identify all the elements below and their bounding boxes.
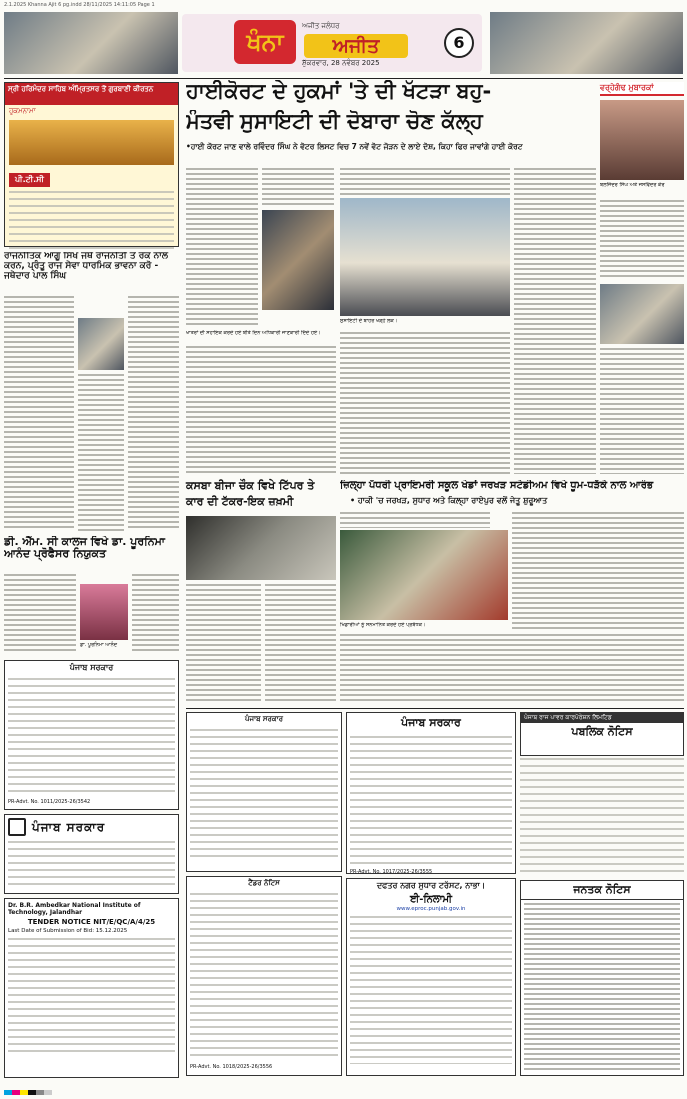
right-top-label-bar xyxy=(600,82,684,96)
paper-name: ਅਜੀਤ xyxy=(332,35,380,57)
tender-last-date: Last Date of Submission of Bid: 15.12.2025 xyxy=(8,928,128,934)
left-story2-photo-caption: ਡਾ. ਪੂਰਨਿਮਾ ਆਨੰਦ xyxy=(80,642,118,648)
left-top-ad xyxy=(4,82,179,247)
lead-photo-1-caption: ਖਾਤਰਾਂ ਦੀ ਸਹਾਇਕ ਕਰਦੇ ਹੋਏ ਬੀਤੇ ਦਿਨ ਅਧਿਕਾਰੀ ਜਾਣਕਾਰੀ ਦਿੰਦੇ ਹੋਏ। xyxy=(186,330,321,336)
accident-headline-line1: ਕਸਬਾ ਬੀਜਾ ਚੌਕ ਵਿਖੇ ਟਿੱਪਰ ਤੇ xyxy=(186,479,315,492)
center-ad-1 xyxy=(186,712,342,872)
sports-body-right xyxy=(512,512,684,632)
ad-heading: ਟੈਂਡਰ ਨੋਟਿਸ xyxy=(248,879,280,887)
lead-headline-line2: ਮੰਤਵੀ ਸੁਸਾਇਟੀ ਦੀ ਦੋਬਾਰਾ ਚੋਣ ਕੱਲ੍ਹ xyxy=(186,110,483,133)
right-photo-2 xyxy=(600,284,684,344)
lead-subhead: •ਹਾਈ ਕੋਰਟ ਜਾਣ ਵਾਲੇ ਰਵਿੰਦਰ ਸਿੰਘ ਨੇ ਵੋਟਰ ਲਿਸਟ ਵਿਚ 7 ਨਵੇਂ ਵੋਟ ਜੋੜਨ ਦੇ ਲਾਏ ਦੋਸ਼, ਕਿਹਾ ਫਿਰ ਜਾਵਾਂਗੇ ਹਾਈ ਕੋਰਟ xyxy=(186,142,523,151)
city-name: ਖੰਨਾ xyxy=(246,28,284,56)
left-story2-photo xyxy=(80,584,128,640)
paper-tag: ਅਜੀਤ ਜਲੰਧਰ xyxy=(302,22,340,30)
lead-headline-line1: ਹਾਈਕੋਰਟ ਦੇ ਹੁਕਮਾਂ 'ਤੇ ਦੀ ਖੱਟੜਾ ਬਹੁ- xyxy=(186,80,492,103)
left-story-photo xyxy=(78,318,124,370)
govt-logo-icon xyxy=(8,818,26,836)
ad-heading: ਪੰਜਾਬ ਸਰਕਾਰ xyxy=(244,715,283,723)
masthead-left-photo xyxy=(4,12,178,74)
lead-body-col2 xyxy=(262,168,334,208)
left-story2-headline: ਡੀ. ਐੱਮ. ਸੀ ਕਾਲਜ ਵਿਖੇ ਡਾ. ਪੂਰਨਿਮਾ ਆਨੰਦ ਪ੍ਰੋਫੈਸਰ ਨਿਯੁਕਤ xyxy=(4,536,165,561)
ad-body xyxy=(190,893,338,1061)
lead-photo-1 xyxy=(262,210,334,310)
sports-subhead: • ਹਾਕੀ 'ਚ ਜਰਖੜ, ਸੁਧਾਰ ਅਤੇ ਕਿਲ੍ਹਾ ਰਾਏਪੁਰ ਵਲੋਂ ਜੇਤੂ ਸ਼ੁਰੂਆਤ xyxy=(350,496,548,505)
city-badge xyxy=(234,20,296,64)
left-story2-body-2 xyxy=(132,574,179,654)
ad-heading: ਪੰਜਾਬ ਸਰਕਾਰ xyxy=(69,663,114,672)
lead-body-col1 xyxy=(186,168,258,328)
ad-label: ਹੁਕਮਨਾਮਾ xyxy=(9,107,36,115)
tender-heading: TENDER NOTICE NIT/E/QC/A/4/25 xyxy=(27,918,156,926)
left-story-body xyxy=(4,296,74,531)
left-story-headline: ਰਾਜਨੀਤਿਕ ਆਗੂ ਸਿੱਖ ਜਥੇ ਰਾਜਨੀਤੀ ਤੋਂ ਰੋਕ ਨਾਲ ਕਰਨ, ਪ੍ਰੰਤੂ ਰਾਜ ਸੇਵਾ ਧਾਰਮਿਕ ਭਾਵਨਾ ਕਰੋ - ਜਥੇਦਾਰ ਪਾਲ ਸਿੰਘ xyxy=(4,252,168,281)
masthead-right-photo xyxy=(490,12,683,74)
lead-photo-2-caption: ਸੁਸਾਇਟੀ ਦੇ ਬਾਹਰ ਖੜ੍ਹੇ ਲੋਕ। xyxy=(340,318,398,324)
channel-badge: ਪੀ.ਟੀ.ਸੀ xyxy=(9,173,50,187)
divider xyxy=(4,78,683,79)
ad-heading: ਪੰਜਾਬ ਸਰਕਾਰ xyxy=(32,819,106,834)
nagar-sudhar-heading: ਦਫਤਰ ਨਗਰ ਸੁਧਾਰ ਟਰੱਸਟ, ਨਾਭਾ। xyxy=(376,881,486,890)
right-body-2 xyxy=(600,348,684,474)
masthead-banner xyxy=(182,14,482,72)
lead-body-col4 xyxy=(514,168,596,474)
lead-body-col1b xyxy=(186,346,336,474)
general-notice-body xyxy=(524,903,680,1071)
general-notice-ad xyxy=(520,880,684,1076)
sports-photo xyxy=(340,530,508,620)
left-story-body-2 xyxy=(128,296,179,531)
left-punjab-ad-1 xyxy=(4,660,179,810)
anniversary-photo xyxy=(600,100,684,180)
divider xyxy=(186,708,684,709)
ad-body xyxy=(350,736,512,866)
lead-photo-2 xyxy=(340,198,510,316)
ad-reference: PR-Advt. No. 1011/2025-26/3542 xyxy=(8,799,91,805)
accident-body-col1 xyxy=(186,584,261,704)
anniversary-label: ਵਰ੍ਹੇਗੰਢ ਮੁਬਾਰਕਾਂ xyxy=(600,83,654,92)
sports-photo-caption: ਖਿਡਾਰੀਆਂ ਨੂੰ ਸਨਮਾਨਿਤ ਕਰਦੇ ਹੋਏ ਪ੍ਰਬੰਧਕ। xyxy=(340,622,426,628)
portal-link[interactable]: www.eproc.punjab.gov.in xyxy=(396,906,466,912)
ad-title: ਸ੍ਰੀ ਹਰਿਮੰਦਰ ਸਾਹਿਬ ਅੰਮ੍ਰਿਤਸਰ ਤੋਂ ਗੁਰਬਾਣੀ ਕੀਰਤਨ xyxy=(5,83,178,105)
issue-date: ਸ਼ੁੱਕਰਵਾਰ, 28 ਨਵੰਬਰ 2025 xyxy=(302,59,380,67)
ad-body xyxy=(8,678,175,796)
ad-body xyxy=(190,729,338,859)
sports-body-bottom xyxy=(340,634,684,704)
e-auction-body xyxy=(350,916,512,1064)
accident-headline-line2: ਕਾਰ ਦੀ ਟੱਕਰ-ਇਕ ਜ਼ਖ਼ਮੀ xyxy=(186,495,294,508)
sports-body-intro xyxy=(340,512,490,528)
left-tender-ad xyxy=(4,898,179,1078)
left-story2-body xyxy=(4,574,76,654)
lead-body-col3 xyxy=(340,168,510,196)
general-notice-heading: ਜਨਤਕ ਨੋਟਿਸ xyxy=(521,881,683,900)
public-notice-body xyxy=(520,758,684,876)
tender-body xyxy=(8,938,175,1056)
e-auction-ad xyxy=(346,878,516,1076)
e-auction-heading: ਈ-ਨਿਲਾਮੀ xyxy=(409,894,453,905)
accident-body-col2 xyxy=(265,584,336,704)
ad-body xyxy=(8,841,175,887)
print-color-bar xyxy=(4,1080,204,1086)
golden-temple-image xyxy=(9,120,174,165)
left-punjab-ad-2 xyxy=(4,814,179,894)
anniversary-caption: ਬਲਜਿੰਦਰ ਸਿੰਘ ਅਤੇ ਜਸਵਿੰਦਰ ਕੌਰ xyxy=(600,182,665,188)
public-notice-ad xyxy=(520,712,684,756)
print-info-strip: 2.1.2025 Khanna Ajit 6 pg.indd 28/11/2025 14:11:05 Page 1 xyxy=(4,2,155,8)
accident-photo xyxy=(186,516,336,580)
page-number: 6 xyxy=(444,28,474,58)
ad-reference: PR-Advt. No. 1018/2025-26/3556 xyxy=(190,1064,273,1070)
paper-badge xyxy=(304,34,408,58)
sports-headline: ਜ਼ਿਲ੍ਹਾ ਪੱਧਰੀ ਪ੍ਰਾਇਮਰੀ ਸਕੂਲ ਖੇਡਾਂ ਜਰਖੜ ਸਟੇਡੀਅਮ ਵਿਖੇ ਧੂਮ-ਧੜੱਕੇ ਨਾਲ ਆਰੰਭ xyxy=(340,480,654,491)
public-notice-bar: ਪੰਜਾਬ ਰਾਜ ਪਾਵਰ ਕਾਰਪੋਰੇਸ਼ਨ ਲਿਮਟਿਡ xyxy=(521,713,683,723)
left-story-body-3 xyxy=(78,374,124,531)
ad-body-text xyxy=(9,191,174,251)
center-ad-punjab-sarkar xyxy=(346,712,516,874)
tender-org: Dr. B.R. Ambedkar National Institute of Technology, Jalandhar xyxy=(8,902,141,917)
right-top-body xyxy=(600,200,684,280)
lead-body-col3b xyxy=(340,332,510,474)
public-notice-heading: ਪਬਲਿਕ ਨੋਟਿਸ xyxy=(571,725,633,738)
ad-reference: PR-Advt. No. 1017/2025-26/3555 xyxy=(350,869,433,875)
ad-heading: ਪੰਜਾਬ ਸਰਕਾਰ xyxy=(401,716,461,729)
center-ad-2 xyxy=(186,876,342,1076)
